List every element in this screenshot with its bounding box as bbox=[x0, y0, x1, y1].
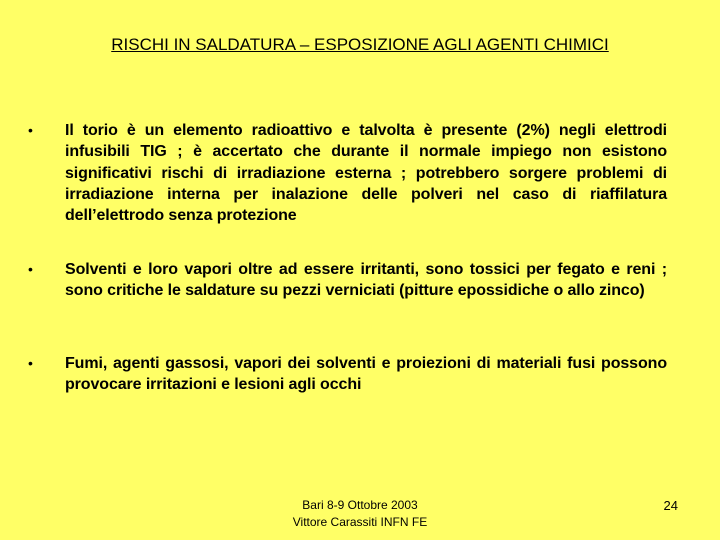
bullet-icon: • bbox=[28, 261, 33, 277]
bullet-text: Fumi, agenti gassosi, vapori dei solventi e proiezioni di materiali fusi possono provocare irritazioni e lesioni agli occhi bbox=[65, 355, 667, 394]
page-number: 24 bbox=[663, 498, 678, 513]
bullet-text: Solventi e loro vapori oltre ad essere irritanti, sono tossici per fegato e reni ; sono critiche le saldature su pezzi verniciati (pitture epossidiche o allo zinco) bbox=[65, 261, 667, 300]
footer-author: Vittore Carassiti INFN FE bbox=[292, 515, 428, 529]
bullet-icon: • bbox=[28, 122, 33, 138]
footer-event-date: Bari 8-9 Ottobre 2003 bbox=[302, 498, 418, 512]
bullet-text: Il torio è un elemento radioattivo e talvolta è presente (2%) negli elettrodi infusibili TIG ; è accertato che durante il normale impiego non esistono significativi rischi di irradiazione esterna ; potrebbero sorgere problemi di irradiazione interna per inalazione delle polveri nel caso di riaffilatura dell’elettrodo senza protezione bbox=[65, 122, 667, 225]
footer-info bbox=[240, 497, 480, 531]
bullet-icon: • bbox=[28, 355, 33, 371]
slide-title: RISCHI IN SALDATURA – ESPOSIZIONE AGLI AGENTI CHIMICI bbox=[111, 35, 609, 54]
